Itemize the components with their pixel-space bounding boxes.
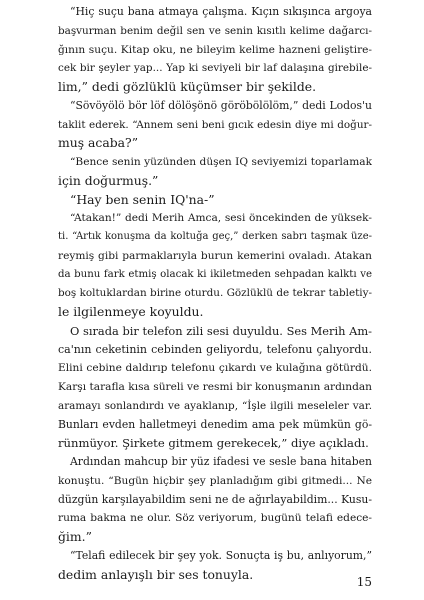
text-line: reymiş gibi parmaklarıyla burun kemerini ovaladı. Atakan xyxy=(58,249,372,262)
text-line: ruma bakma ne olur. Söz veriyorum, bugünü telafi edece- xyxy=(58,512,372,525)
text-line: “Hiç suçu bana atmaya çalışma. Kıçın sıkışınca argoya xyxy=(70,5,372,18)
text-line: “Hay ben senin IQ'na-” xyxy=(70,191,215,207)
text-line: O sırada bir telefon zili sesi duyuldu. Ses Merih Am- xyxy=(70,323,372,338)
text-line: ca'nın ceketinin cebinden geliyordu, telefonu çalıyordu. xyxy=(58,342,372,356)
text-line: Ardından mahcup bir yüz ifadesi ve sesle bana hitaben xyxy=(70,455,372,468)
body-text xyxy=(58,3,372,584)
text-line: ğim.” xyxy=(58,529,92,544)
text-line: için doğurmuş.” xyxy=(58,172,159,188)
text-line: lim,” dedi gözlüklü küçümser bir şekilde. xyxy=(58,79,317,94)
text-line: le ilgilenmeye koyuldu. xyxy=(58,304,204,319)
text-line: da bunu fark etmiş olacak ki ikiletmeden sehpadan kalktı ve xyxy=(58,268,372,280)
text-line: “Telafi edilecek bir şey yok. Sonuçta iş bu, anlıyorum,” xyxy=(70,548,372,562)
text-line: başvurman benim değil sen ve senin kısıtlı kelime dağarcı- xyxy=(58,24,372,37)
text-line: “Bence senin yüzünden düşen IQ seviyemizi toparlamak xyxy=(70,156,372,168)
text-line: cek bir şeyler yap... Yap ki seviyeli bir laf dalaşına girebile- xyxy=(58,62,372,75)
text-line: dedim anlayışlı bir ses tonuyla. xyxy=(58,566,254,582)
text-line: konuştu. “Bugün hiçbir şey planladığım gibi gitmedi... Ne xyxy=(58,474,372,487)
text-line: taklit ederek. “Annem seni beni gıcık edesin diye mi doğur- xyxy=(58,118,372,131)
text-line: aramayı sonlandırdı ve ayaklanıp, “İşle ilgili meseleler var. xyxy=(58,399,372,412)
text-line: “Atakan!” dedi Merih Amca, sesi öncekinden de yüksek- xyxy=(70,212,372,225)
text-line: Bunları evden halletmeyi denedim ama pek mümkün gö- xyxy=(58,417,372,431)
text-line: Elini cebine daldırıp telefonu çıkardı ve kulağına götürdü. xyxy=(58,362,372,375)
page-number: 15 xyxy=(356,575,372,589)
text-line: boş koltuklardan birine oturdu. Gözlüklü de tekrar tabletiy- xyxy=(58,287,372,300)
text-line: Karşı tarafla kısa süreli ve resmi bir konuşmanın ardından xyxy=(58,381,372,393)
text-line: “Sövöyölö bör löf dölöşönö göröbölölöm,” dedi Lodos'u xyxy=(70,98,372,112)
text-line: muş acaba?” xyxy=(58,135,139,151)
text-line: rünmüyor. Şirkete gitmem gerekecek,” diye açıkladı. xyxy=(58,436,369,451)
text-line: ti. “Artık konuşma da koltuğa geç,” derken sabrı taşmak üze- xyxy=(58,231,372,242)
text-line: düzgün karşılayabildim seni ne de ağırlayabildim... Kusu- xyxy=(58,492,372,506)
text-line: ğının suçu. Kitap oku, ne bileyim kelime hazneni geliştire- xyxy=(58,43,372,56)
